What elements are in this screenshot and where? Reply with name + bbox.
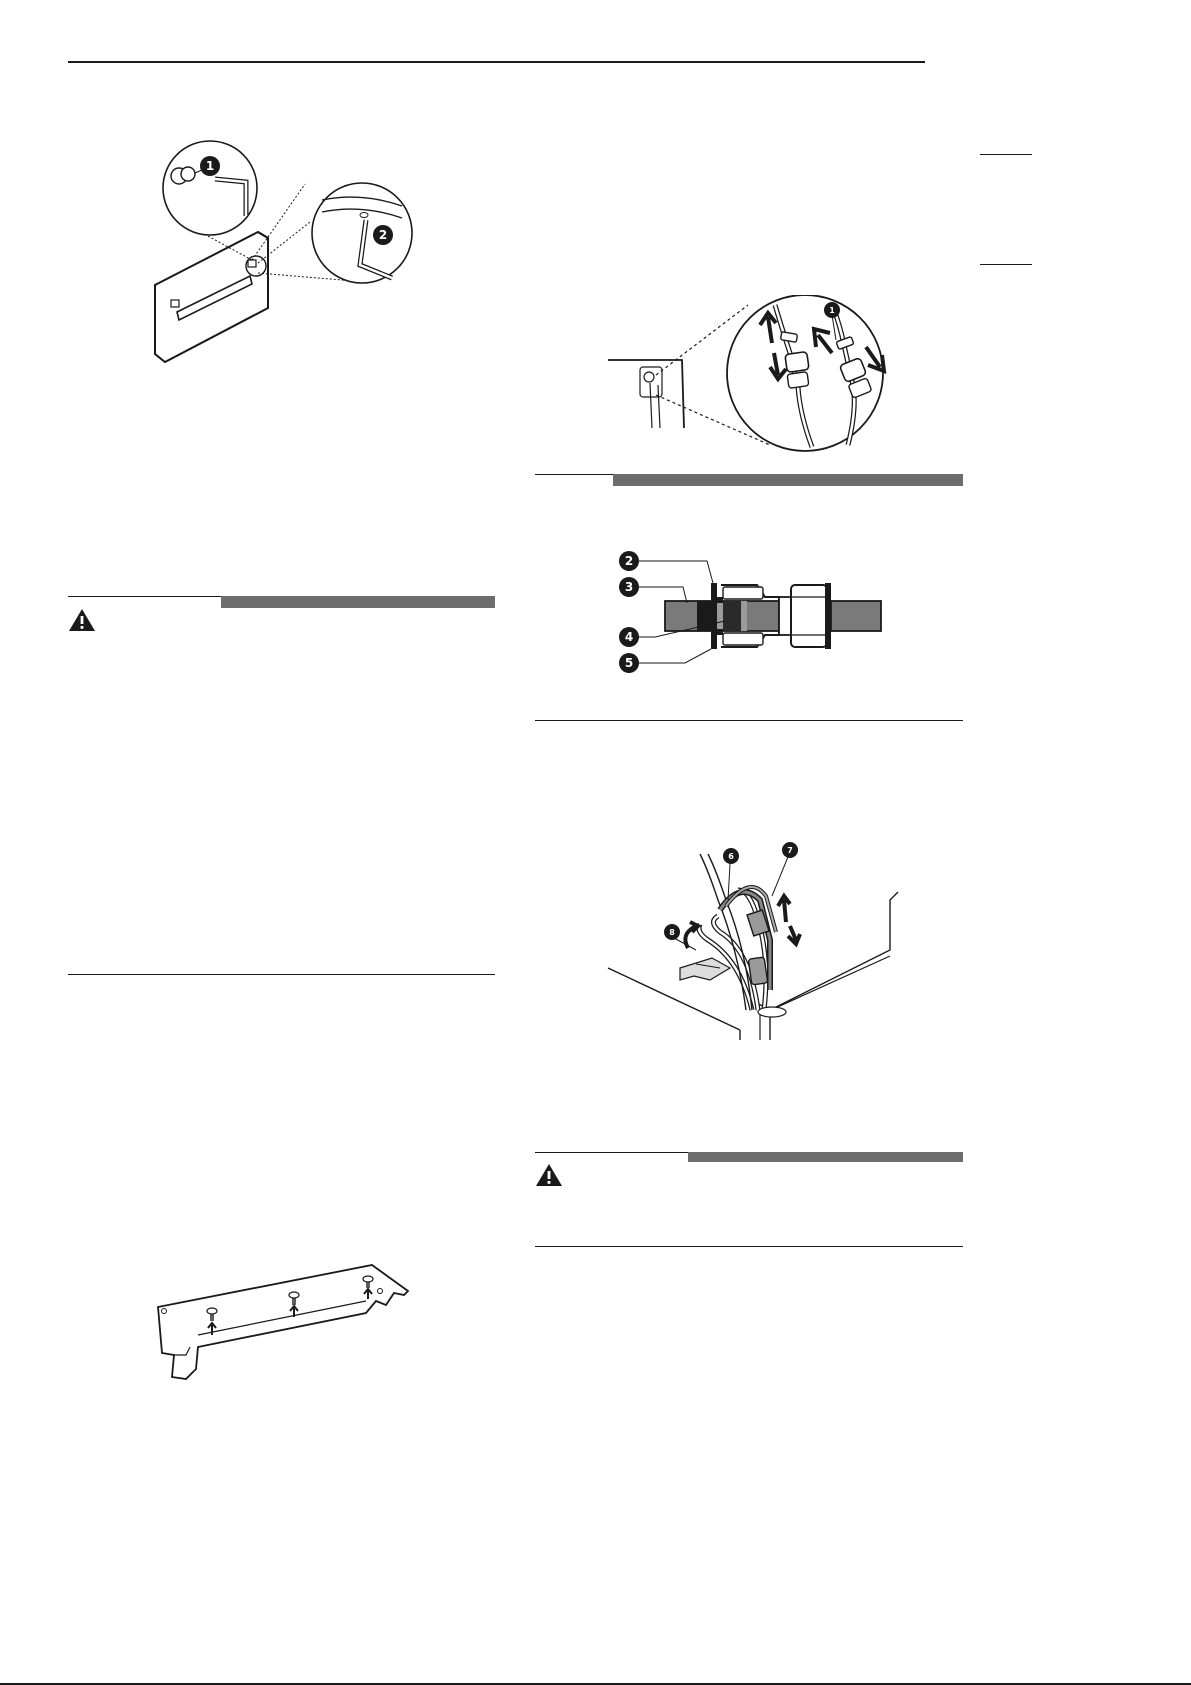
side-tab-top-rule [980,154,1032,155]
side-tab-bottom-rule [980,264,1032,265]
warning-triangle-icon [535,1163,563,1187]
arrow-down-icon [788,926,800,944]
callout-label: 4 [624,630,634,644]
warning-bar-left [221,596,495,608]
door-handle-figure [140,140,430,380]
curved-arrow-icon [685,922,698,948]
callout-label: 6 [728,852,734,861]
mounting-plate-figure [150,1255,420,1385]
callout-label: 5 [624,656,634,670]
valve-icon [644,372,654,382]
callout-label: 3 [624,580,634,594]
callout-label: 1 [205,159,215,173]
warning-triangle-icon [68,608,96,632]
warning-rule-left [68,596,223,597]
water-line-figure [600,295,910,460]
section-rule-right-3 [535,1246,963,1247]
section-rule-right-2 [535,720,963,721]
section-rule-left [68,974,495,975]
tube-fitting-figure [615,545,885,675]
section-bar-right-1 [613,474,963,486]
section-rule-right-1 [535,474,615,475]
handle-screw-icon [171,300,179,307]
callout-label: 2 [624,554,634,568]
callout-label: 2 [378,228,388,242]
wire-harness-figure [600,840,900,1040]
callout-label: 1 [829,306,835,315]
header-rule [68,61,925,63]
warning-rule-right [535,1152,690,1153]
arrow-up-icon [778,896,790,922]
callout-label: 8 [669,928,675,937]
callout-label: 7 [787,846,793,855]
warning-bar-right [688,1152,963,1162]
